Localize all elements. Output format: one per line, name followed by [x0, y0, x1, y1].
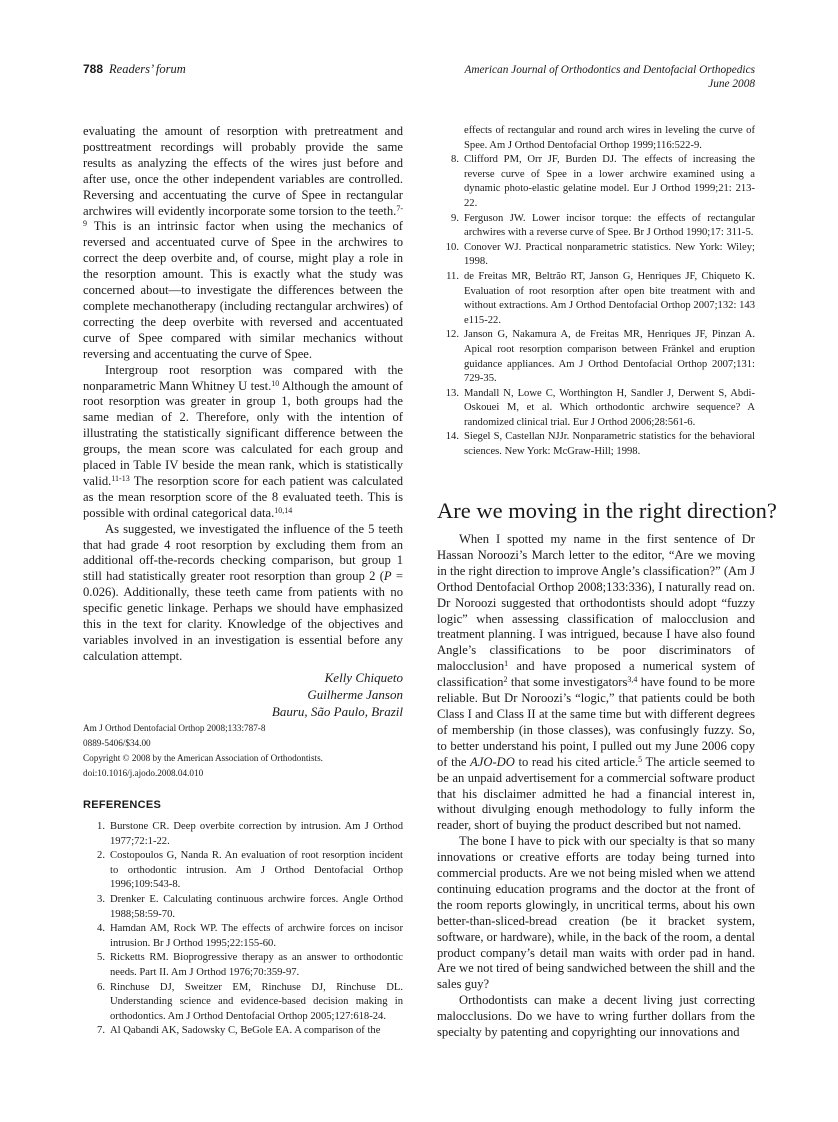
text-run: to read his cited article.: [514, 754, 639, 769]
text-run: = 0.026). Additionally, these teeth came from patients with no specific genetic linkage. Perhaps we should have emphasized this in the text for clarity. Knowledge of the objectives and variables involved in an investigation is essential before any calculation attempt.: [83, 569, 403, 663]
reference-number: 14.: [445, 431, 459, 443]
letter-body: [437, 532, 755, 1041]
reference-number: 13.: [445, 387, 459, 399]
reference-item: [83, 922, 403, 951]
reference-number: 9.: [451, 212, 459, 224]
reference-text: Conover WJ. Practical nonparametric statistics. New York: Wiley; 1998.: [464, 241, 755, 268]
reference-item: [437, 387, 755, 431]
section-name: Readers’ forum: [109, 62, 186, 76]
letter-title: Are we moving in the right direction?: [437, 498, 777, 523]
reference-number: 8.: [451, 154, 459, 166]
doi-line: doi:10.1016/j.ajodo.2008.04.010: [83, 767, 204, 778]
reference-item: [437, 212, 755, 241]
reference-number: 10.: [445, 241, 459, 253]
journal-name: American Journal of Orthodontics and Dentofacial Orthopedics: [464, 64, 755, 76]
text-run: The article seemed to be an unpaid advertisement for a commercial software product that his disclaimer admitted he had a financial interest in, without divulging enough methodology to fully inform the reader, short of buying the product described but not named.: [437, 754, 755, 833]
page-number: 788: [83, 62, 104, 76]
reference-number: 12.: [445, 329, 459, 341]
reference-number: 1.: [97, 821, 105, 832]
citation-line: Am J Orthod Dentofacial Orthop 2008;133:787-8: [83, 722, 266, 733]
reference-item: [437, 241, 755, 270]
reference-text: de Freitas MR, Beltrão RT, Janson G, Henriques JF, Chiqueto K. Evaluation of root resorption after open bite treatment with and without extractions. Am J Orthod Dentofacial Orthop 2007;132: 143 e115-22.: [464, 270, 755, 326]
reference-text: Mandall N, Lowe C, Worthington H, Sandler J, Derwent S, Abdi-Oskouei M, et al. Which orthodontic archwire sequence? A randomized clinical trial. Eur J Orthod 2006;28:561-6.: [464, 387, 755, 428]
text-run: and have proposed a numerical system of classification: [437, 659, 755, 690]
reference-item: [83, 951, 403, 980]
reference-item: [437, 153, 755, 211]
text-run: This is an intrinsic factor when using the mechanics of reversed and accentuated curve of Spee in the archwires to correct the deep overbite and, of course, might play a role in the resorption amount. This is exactly what the study was concerned about—to investigate the differences between the complete mechanotherapy (including rectangular archwires) of correcting the deep overbite with reversed and accentuated curve of Spee compared with similar mechanics without reversing and accentuating the curve of Spee.: [83, 219, 403, 361]
reference-item: [437, 328, 755, 386]
paragraph: [437, 993, 755, 1041]
citation-superscript: 11-13: [111, 473, 130, 483]
references-list-left: [83, 820, 403, 1039]
citation-superscript: 1: [504, 659, 509, 669]
text-run: Intergroup root resorption was compared with the nonparametric Mann Whitney U test.: [83, 362, 403, 393]
text-run: have found to be more reliable. But Dr Noroozi’s “logic,” that patients could be both Class I and Class II at the same time but with different degrees of membership (in those classes), was confusingly fuzzy. So, to better understand his point, I pulled out my June 2006 copy of the: [437, 675, 755, 769]
issn-line: 0889-5406/$34.00: [83, 737, 151, 748]
text-run: Although the amount of root resorption was greater in group 1, both groups had the same median of 2. Therefore, only with the intention of illustrating the statistically significant difference between the groups, the mean score was calculated for each group and placed in Table IV beside the mean rank, which is statistically valid.: [83, 378, 403, 488]
reference-item: [83, 893, 403, 922]
citation-block: [83, 721, 403, 781]
reference-text: Burstone CR. Deep overbite correction by intrusion. Am J Orthod 1977;72:1-22.: [110, 821, 403, 847]
reference-item: [83, 981, 403, 1025]
reference-item: [83, 849, 403, 893]
reference-item: [83, 1024, 403, 1039]
citation-superscript: 10: [271, 378, 280, 388]
running-header-left: [83, 62, 186, 77]
text-run: The bone I have to pick with our specialty is that so many innovations or creative efforts are today being turned into commercial products. Are we not being misled when we attend continuing education programs and the doctor at the front of the room reports glowingly, in uncritical terms, about his own better-than-sliced-bread creation (be it bracket system, software, or hardware), while, in the back of the room, a dental product company’s detail man waits with order pad in hand. Are we not tired of being sandwiched between the shill and the sales guy?: [437, 834, 755, 992]
text-run: that some investigators: [507, 675, 628, 690]
copyright-line: Copyright © 2008 by the American Association of Orthodontists.: [83, 752, 323, 763]
reference-text: Drenker E. Calculating continuous archwire forces. Angle Orthod 1988;58:59-70.: [110, 893, 403, 920]
reference-number: 11.: [446, 270, 459, 282]
citation-superscript: 2: [503, 675, 508, 685]
reference-text: effects of rectangular and round arch wires in leveling the curve of Spee. Am J Orthod Dentofacial Orthop 1999;116:522-9.: [464, 125, 755, 151]
paragraph: [83, 363, 403, 522]
text-run: When I spotted my name in the first sentence of Dr Hassan Noroozi’s March letter to the editor, “Are we moving in the right direction to improve Angle’s classification?” (Am J Orthod Dentofacial Orthop 2008;133:336), I naturally read on. Dr Noroozi suggested that orthodontists should adopt “fuzzy logic” when assessing classification of malocclusion and treatment planning. I was intrigued, because I have also found Angle’s classifications to be poor discriminators of malocclusion: [437, 532, 755, 674]
author-location: Bauru, São Paulo, Brazil: [271, 703, 403, 719]
issue-date: June 2008: [708, 78, 755, 90]
text-run: The resorption score for each patient was calculated as the mean resorption score of the 8 evaluated teeth. This is possible with ordinal categorical data.: [83, 473, 403, 520]
citation-superscript: 3,4: [627, 675, 638, 685]
reference-number: 2.: [97, 850, 105, 862]
references-heading: REFERENCES: [83, 799, 162, 811]
reference-item: [83, 820, 403, 849]
citation-superscript: 5: [638, 754, 643, 764]
author-name: Guilherme Janson: [307, 686, 403, 702]
paragraph: [83, 522, 403, 665]
paragraph: [83, 124, 403, 363]
reference-item: [437, 124, 755, 153]
reference-item: [437, 270, 755, 328]
signature: [83, 669, 403, 720]
reference-number: 6.: [97, 981, 105, 993]
reference-text: Hamdan AM, Rock WP. The effects of archwire forces on incisor intrusion. Br J Orthod 1995;22:155-60.: [110, 923, 403, 949]
text-run: Orthodontists can make a decent living just correcting malocclusions. Do we have to wring further dollars from the specialty by patenting and copyrighting our innovations and: [437, 993, 755, 1040]
citation-superscript: 7-9: [83, 203, 403, 229]
running-header-right: [464, 63, 755, 91]
reference-number: [437, 124, 464, 153]
reference-number: 5.: [97, 952, 105, 964]
reference-text: Ferguson JW. Lower incisor torque: the effects of rectangular archwires with a reverse curve of Spee. Br J Orthod 1990;17: 311-5.: [464, 212, 755, 239]
author-name: Kelly Chiqueto: [324, 669, 403, 685]
reference-text: Janson G, Nakamura A, de Freitas MR, Henriques JF, Pinzan A. Apical root resorption comparison between Fränkel and eruption guidance appliances. Am J Orthod Dentofacial Orthop 2007;131: 729-35.: [464, 329, 755, 385]
paragraph: [437, 532, 755, 834]
text-run: As suggested, we investigated the influence of the 5 teeth that had grade 4 root resorption by excluding them from an additional off-the-records checking comparison, but group 1 still had statistically greater root resorption than group 2 (: [83, 521, 403, 584]
references-list-right: [437, 124, 755, 460]
reference-text: Al Qabandi AK, Sadowsky C, BeGole EA. A comparison of the: [110, 1025, 381, 1037]
left-column: [83, 124, 403, 781]
reference-text: Rinchuse DJ, Sweitzer EM, Rinchuse DJ, Rinchuse DL. Understanding science and evidence-based decision making in orthodontics. Am J Orthod Dentofacial Orthop 2005;127:618-24.: [110, 981, 403, 1022]
paragraph: [437, 834, 755, 993]
letter-body: [83, 124, 403, 665]
italic-text: P: [383, 569, 392, 584]
italic-text: AJO-DO: [470, 754, 515, 769]
reference-text: Clifford PM, Orr JF, Burden DJ. The effects of increasing the reverse curve of Spee in a lower archwire examined using a dynamic photo-elastic gelatine model. Eur J Orthod 1999;21: 213-22.: [464, 154, 755, 209]
reference-item: [437, 430, 755, 459]
reference-number: 4.: [97, 923, 105, 935]
reference-number: 7.: [97, 1025, 105, 1037]
reference-text: Ricketts RM. Bioprogressive therapy as an answer to orthodontic needs. Part II. Am J Orthod 1976;70:359-97.: [110, 952, 403, 978]
citation-superscript: 10,14: [274, 505, 293, 515]
reference-text: Costopoulos G, Nanda R. An evaluation of root resorption incident to orthodontic intrusion. Am J Orthod Dentofacial Orthop 1996;109:543-8.: [110, 850, 403, 891]
text-run: evaluating the amount of resorption with pretreatment and posttreatment recordings will probably provide the same results as analyzing the effects of the wires just before and after use, once the other independent variables are controlled. Reversing and accentuating the curve of Spee in rectangular archwires will evidently incorporate some torsion to the teeth.: [83, 124, 403, 218]
reference-text: Siegel S, Castellan NJJr. Nonparametric statistics for the behavioral sciences. New York: McGraw-Hill; 1998.: [464, 431, 755, 458]
reference-number: 3.: [97, 893, 105, 905]
